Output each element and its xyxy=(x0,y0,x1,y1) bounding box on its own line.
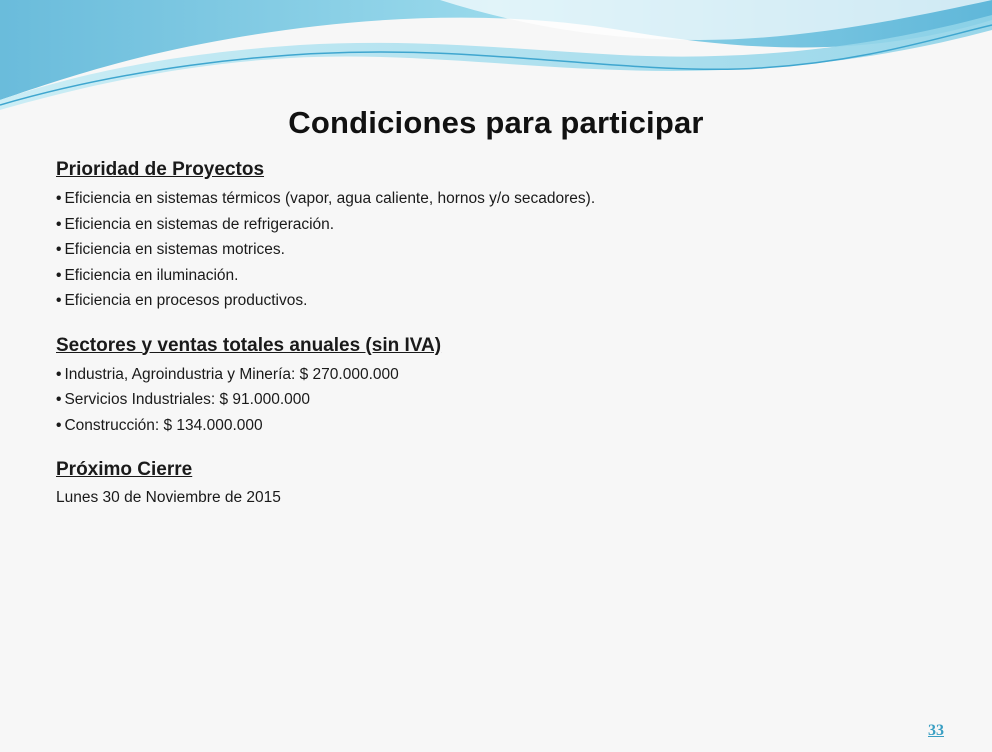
list-item: • Industria, Agroindustria y Minería: $ 270.000.000 xyxy=(56,365,399,383)
list-item: • Eficiencia en sistemas de refrigeración. xyxy=(56,215,335,233)
bullet-icon: • xyxy=(56,266,62,284)
section-cierre xyxy=(56,458,936,510)
list-item: • Eficiencia en sistemas motrices. xyxy=(56,241,285,258)
bullet-icon: • xyxy=(56,241,62,258)
bullet-list xyxy=(56,362,936,439)
decorative-wave-header xyxy=(0,0,992,120)
slide-title: Condiciones para participar xyxy=(288,105,704,140)
section-heading: Sectores y ventas totales anuales (sin IVA) xyxy=(56,334,442,356)
bullet-icon: • xyxy=(56,416,62,434)
list-item: • Construcción: $ 134.000.000 xyxy=(56,416,263,434)
section-sectores xyxy=(56,334,936,439)
bullet-list xyxy=(56,186,936,314)
bullet-icon: • xyxy=(56,365,62,383)
closing-date: Lunes 30 de Noviembre de 2015 xyxy=(56,489,281,506)
list-item: • Eficiencia en iluminación. xyxy=(56,266,239,284)
section-prioridad xyxy=(56,158,936,314)
section-heading: Próximo Cierre xyxy=(56,459,193,480)
slide-content xyxy=(56,158,936,530)
section-heading: Prioridad de Proyectos xyxy=(56,159,265,180)
bullet-icon: • xyxy=(56,391,62,408)
list-item: • Eficiencia en sistemas térmicos (vapor, agua caliente, hornos y/o secadores). xyxy=(56,190,596,207)
list-item: • Servicios Industriales: $ 91.000.000 xyxy=(56,391,311,408)
bullet-icon: • xyxy=(56,292,62,309)
list-item: • Eficiencia en procesos productivos. xyxy=(56,292,308,309)
bullet-icon: • xyxy=(56,190,62,207)
page-number[interactable]: 33 xyxy=(928,722,944,739)
bullet-icon: • xyxy=(56,215,62,233)
